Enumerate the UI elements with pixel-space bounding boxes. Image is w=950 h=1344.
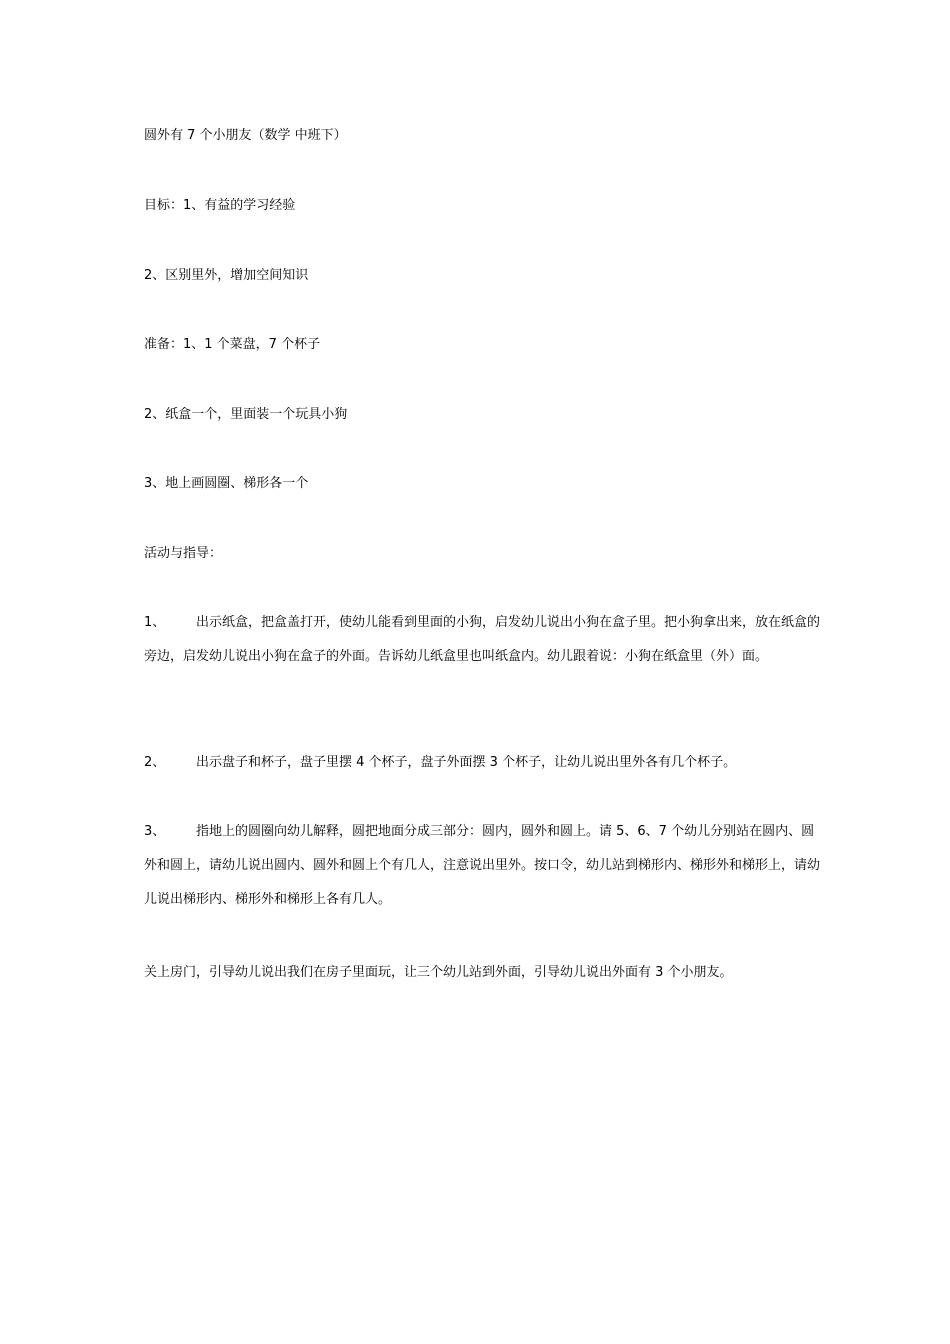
activity-heading: 活动与指导： — [144, 546, 223, 561]
prep-line-2: 2、纸盒一个，里面装一个玩具小狗 — [144, 407, 348, 422]
step-1-number: 1、 — [144, 615, 166, 630]
step-2-number: 2、 — [144, 755, 166, 770]
document-title: 圆外有 7 个小朋友（数学 中班下） — [144, 128, 347, 143]
prep-line-1: 准备：1、1 个菜盘，7 个杯子 — [144, 337, 321, 352]
goal-line-1: 目标：1、有益的学习经验 — [144, 198, 296, 213]
step-3 — [144, 815, 824, 917]
prep-line-3: 3、地上画圆圈、梯形各一个 — [144, 476, 309, 491]
step-1-text: 出示纸盒，把盒盖打开，使幼儿能看到里面的小狗，启发幼儿说出小狗在盒子里。把小狗拿出来，放在纸盒的旁边，启发幼儿说出小狗在盒子的外面。告诉幼儿纸盒里也叫纸盒内。幼儿跟着说：小狗在纸盒里（外）面。 — [144, 615, 821, 664]
step-2-text: 出示盘子和杯子，盘子里摆 4 个杯子，盘子外面摆 3 个杯子，让幼儿说出里外各有几个杯子。 — [196, 755, 737, 770]
goal-line-2: 2、区别里外，增加空间知识 — [144, 268, 309, 283]
step-3-number: 3、 — [144, 824, 166, 839]
step-1 — [144, 606, 824, 674]
step-3-text: 指地上的圆圈向幼儿解释，圆把地面分成三部分：圆内，圆外和圆上。请 5、6、7 个幼儿分别站在圆内、圆外和圆上，请幼儿说出圆内、圆外和圆上个有几人，注意说出里外。按口令，幼儿站到梯形内、梯形外和梯形上，请幼儿说出梯形内、梯形外和梯形上各有几人。 — [144, 824, 821, 907]
closing-paragraph: 关上房门，引导幼儿说出我们在房子里面玩，让三个幼儿站到外面，引导幼儿说出外面有 3 个小朋友。 — [144, 965, 733, 980]
step-2 — [144, 746, 824, 780]
